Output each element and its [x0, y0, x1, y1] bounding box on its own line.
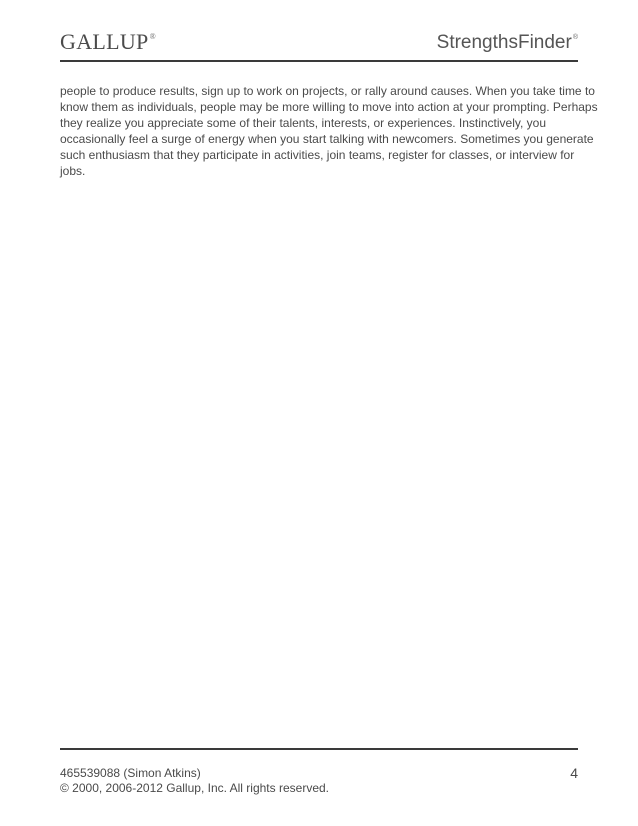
footer-user-id: 465539088 (Simon Atkins) [60, 766, 201, 780]
body-line: people to produce results, sign up to work on projects, or rally around causes. When you take time to [60, 84, 595, 98]
product-name [437, 31, 578, 59]
body-line: occasionally feel a surge of energy when you start talking with newcomers. Sometimes you generate [60, 132, 594, 146]
body-line: know them as individuals, people may be more willing to move into action at your prompting. Perhaps [60, 100, 598, 114]
product-name-text: StrengthsFinder [436, 32, 572, 53]
product-registered-mark: ® [572, 34, 578, 41]
body-line: they realize you appreciate some of their talents, interests, or experiences. Instinctively, you [60, 116, 547, 130]
page-number: 4 [570, 765, 578, 781]
logo-registered-mark: ® [149, 32, 156, 41]
page-header [60, 30, 578, 60]
footer-copyright: © 2000, 2006-2012 Gallup, Inc. All rights reserved. [60, 781, 329, 795]
body-paragraph [60, 83, 598, 179]
body-line: jobs. [60, 164, 86, 178]
gallup-logo [60, 30, 156, 59]
body-line: such enthusiasm that they participate in activities, join teams, register for classes, or interview for [60, 148, 575, 162]
logo-text: GALLUP [60, 29, 149, 54]
header-divider [60, 60, 578, 62]
footer-divider [60, 748, 578, 750]
